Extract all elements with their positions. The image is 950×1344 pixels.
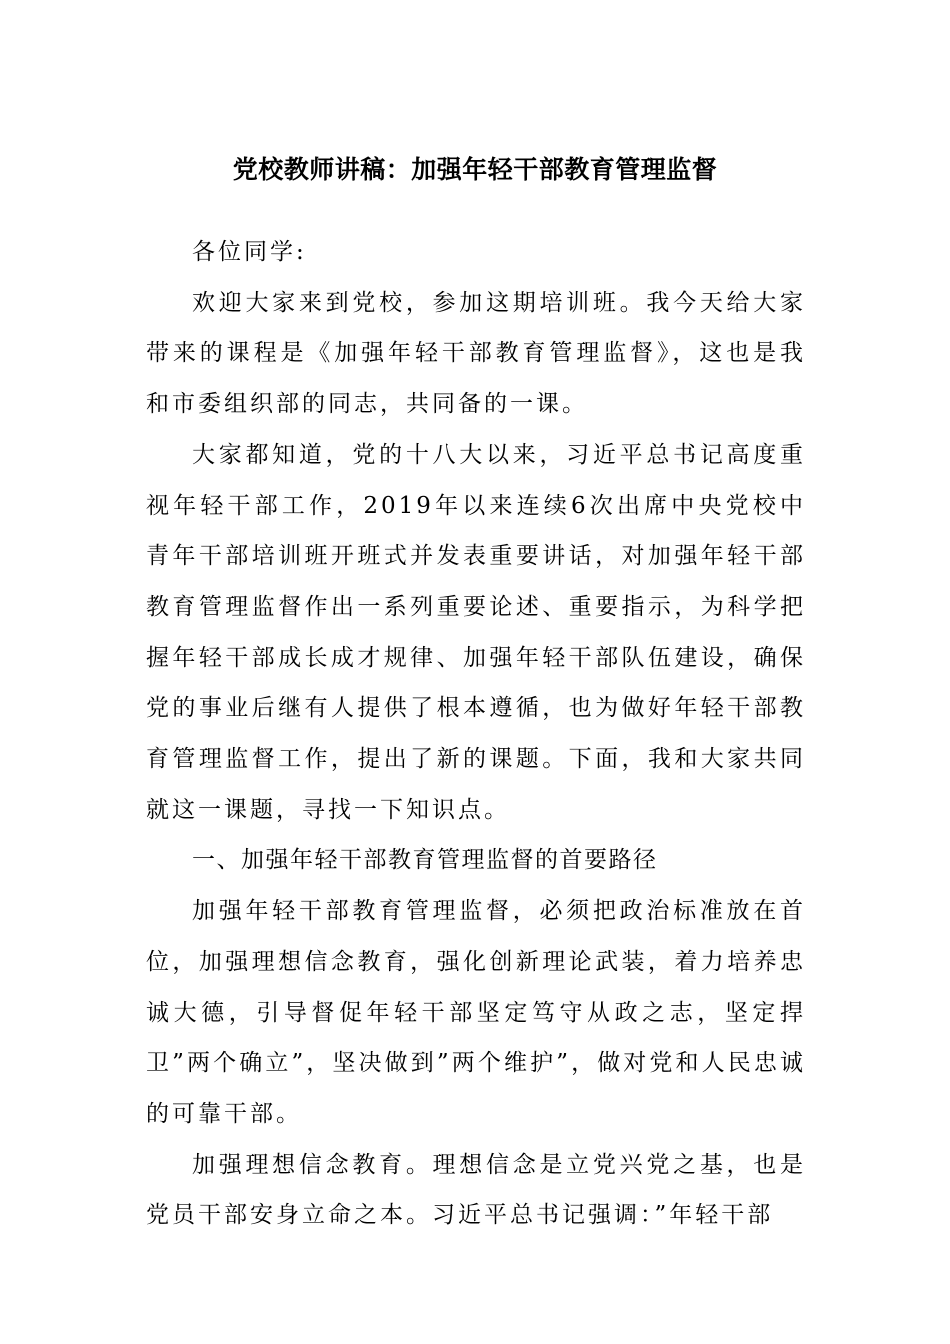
salutation: 各位同学: bbox=[192, 239, 307, 265]
document-title: 党校教师讲稿：加强年轻干部教育管理监督 bbox=[232, 155, 718, 184]
paragraph-welcome: 欢迎大家来到党校，参加这期培训班。我今天给大家带来的课程是《加强年轻干部教育管理监督》，这也是我和市委组织部的同志，共同备的一课。 bbox=[146, 289, 806, 418]
paragraph-ideals: 加强理想信念教育。理想信念是立党兴党之基，也是党员干部安身立命之本。习近平总书记强调：”年轻干部 bbox=[146, 1151, 806, 1229]
section-heading: 一、加强年轻干部教育管理监督的首要路径 bbox=[192, 847, 658, 874]
paragraph-section-intro: 加强年轻干部教育管理监督，必须把政治标准放在首位，加强理想信念教育，强化创新理论武装，着力培养忠诚大德，引导督促年轻干部坚定笃守从政之志，坚定捍卫”两个确立”，坚决做到”两个维护”，做对党和人民忠诚的可靠干部。 bbox=[146, 898, 806, 1127]
paragraph-background: 大家都知道，党的十八大以来，习近平总书记高度重视年轻干部工作，2019年以来连续6次出席中央党校中青年干部培训班开班式并发表重要讲话，对加强年轻干部教育管理监督作出一系列重要论述、重要指示，为科学把握年轻干部成长成才规律、加强年轻干部队伍建设，确保党的事业后继有人提供了根本遵循，也为做好年轻干部教育管理监督工作，提出了新的课题。下面，我和大家共同就这一课题，寻找一下知识点。 bbox=[146, 441, 806, 823]
document-body bbox=[146, 227, 806, 1241]
